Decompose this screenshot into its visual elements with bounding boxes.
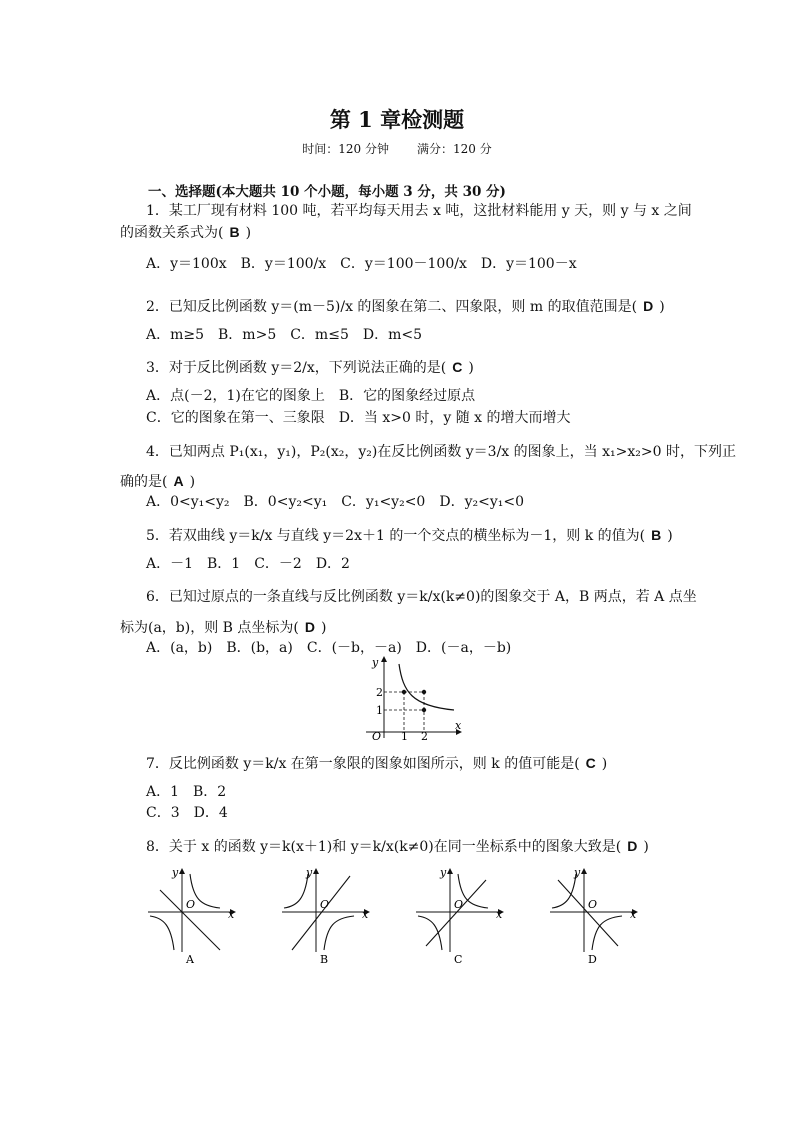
q4-stem-line2: 确的是( A ) [120, 473, 196, 490]
q3-stem: 3．对于反比例函数 y＝2/x，下列说法正确的是( C ) [146, 359, 474, 376]
svg-text:O: O [186, 898, 196, 911]
q3-options-ab: A．点(－2，1)在它的图象上 B．它的图象经过原点 [146, 388, 476, 404]
q7-point-1-2 [402, 690, 406, 694]
svg-text:x: x [228, 908, 235, 921]
svg-text:y: y [172, 866, 179, 879]
q1-answer: B [229, 224, 240, 240]
q8b-label: B [320, 953, 329, 966]
svg-text:y: y [306, 866, 313, 879]
q7-hyperbola [399, 664, 454, 710]
q8-stem: 8．关于 x 的函数 y＝k(x＋1)和 y＝k/x(k≠0)在同一坐标系中的图象大致是( D ) [146, 838, 649, 855]
q5-stem: 5．若双曲线 y＝k/x 与直线 y＝2x＋1 的一个交点的横坐标为－1，则 k 的值为( B ) [146, 527, 673, 544]
q8a-y-arrow-icon [179, 868, 185, 874]
q8a-hyperbola-q3 [150, 916, 174, 950]
svg-text:x: x [362, 908, 369, 921]
q6-answer: D [304, 619, 316, 635]
q8b-hyperbola-q2 [284, 874, 308, 908]
q8-answer: D [627, 838, 638, 854]
q8-graph-a [146, 866, 238, 966]
q8b-hyperbola-q4 [324, 916, 354, 950]
q8d-label: D [588, 953, 597, 966]
q4-options: A．0<y₁<y₂ B．0<y₂<y₁ C．y₁<y₂<0 D．y₂<y₁<0 [146, 494, 524, 510]
q4-stem-line1: 4．已知两点 P₁(x₁，y₁)，P₂(x₂，y₂)在反比例函数 y＝3/x 的图象上，当 x₁>x₂>0 时，下列正 [146, 444, 736, 460]
q7-x-label: x [455, 719, 462, 732]
q8d-y-arrow-icon [581, 868, 587, 874]
svg-text:x: x [496, 908, 503, 921]
q7-y-arrow-icon [381, 656, 387, 662]
q2-options: A．m≥5 B．m>5 C．m≤5 D．m<5 [146, 327, 422, 343]
page-title: 第 1 章检测题 [329, 107, 465, 132]
svg-text:O: O [454, 898, 464, 911]
q8d-hyperbola-q2 [552, 874, 576, 908]
q8c-label: C [454, 953, 463, 966]
q8-graph-c [414, 866, 506, 966]
q8a-label: A [186, 953, 194, 966]
q5-options: A．－1 B．1 C．－2 D．2 [146, 556, 350, 572]
q7-point-2-1 [422, 708, 426, 712]
q7-graph [362, 654, 462, 740]
q8d-line [558, 880, 618, 946]
q7-tick-x1: 1 [401, 730, 408, 740]
q7-options-cd: C．3 D．4 [146, 805, 228, 821]
q1-options: A．y＝100x B．y＝100/x C．y＝100－100/x D．y＝100－x [146, 256, 577, 272]
svg-text:x: x [630, 908, 637, 921]
svg-text:y: y [574, 866, 581, 879]
q7-point-2-2 [422, 690, 426, 694]
q7-answer: C [585, 755, 596, 771]
q7-tick-y1: 1 [376, 704, 383, 717]
full-score: 满分：120 分 [417, 142, 492, 156]
q8-graph-d [548, 866, 640, 966]
q4-answer: A [173, 473, 184, 489]
exam-meta [0, 140, 794, 157]
svg-text:O: O [588, 898, 598, 911]
q7-origin-label: O [372, 730, 382, 740]
q2-stem: 2．已知反比例函数 y＝(m－5)/x 的图象在第二、四象限，则 m 的取值范围是( D ) [146, 298, 665, 315]
q7-options-ab: A．1 B．2 [146, 784, 227, 800]
q6-stem-line2: 标为(a，b)，则 B 点坐标为( D ) [120, 619, 327, 636]
svg-text:O: O [320, 898, 330, 911]
q1-stem-line2: 的函数关系式为( B ) [120, 224, 252, 241]
time-limit: 时间：120 分钟 [302, 142, 389, 156]
q7-stem: 7．反比例函数 y＝k/x 在第一象限的图象如图所示，则 k 的值可能是( C ) [146, 755, 608, 772]
section-heading: 一、选择题(本大题共 10 个小题，每小题 3 分，共 30 分) [148, 184, 506, 200]
q7-y-label: y [372, 656, 379, 669]
q8c-y-arrow-icon [447, 868, 453, 874]
q2-answer: D [643, 298, 654, 314]
svg-text:y: y [440, 866, 447, 879]
q6-options: A．(a，b) B．(b，a) C．(－b，－a) D．(－a，－b) [146, 640, 512, 656]
q7-tick-x2: 2 [421, 730, 428, 740]
q1-stem-line1: 1．某工厂现有材料 100 吨，若平均每天用去 x 吨，这批材料能用 y 天，则 y 与 x 之间 [146, 203, 692, 219]
q5-answer: B [651, 527, 662, 543]
q8b-line [292, 876, 350, 950]
q6-stem-line1: 6．已知过原点的一条直线与反比例函数 y＝k/x(k≠0)的图象交于 A，B 两点，若 A 点坐 [146, 589, 697, 605]
q3-options-cd: C．它的图象在第一、三象限 D．当 x>0 时，y 随 x 的增大而增大 [146, 410, 571, 426]
q8b-y-arrow-icon [313, 868, 319, 874]
q3-answer: C [452, 359, 463, 375]
q7-tick-y2: 2 [376, 686, 383, 699]
q8c-line [426, 880, 486, 946]
q8-graph-b [280, 866, 372, 966]
